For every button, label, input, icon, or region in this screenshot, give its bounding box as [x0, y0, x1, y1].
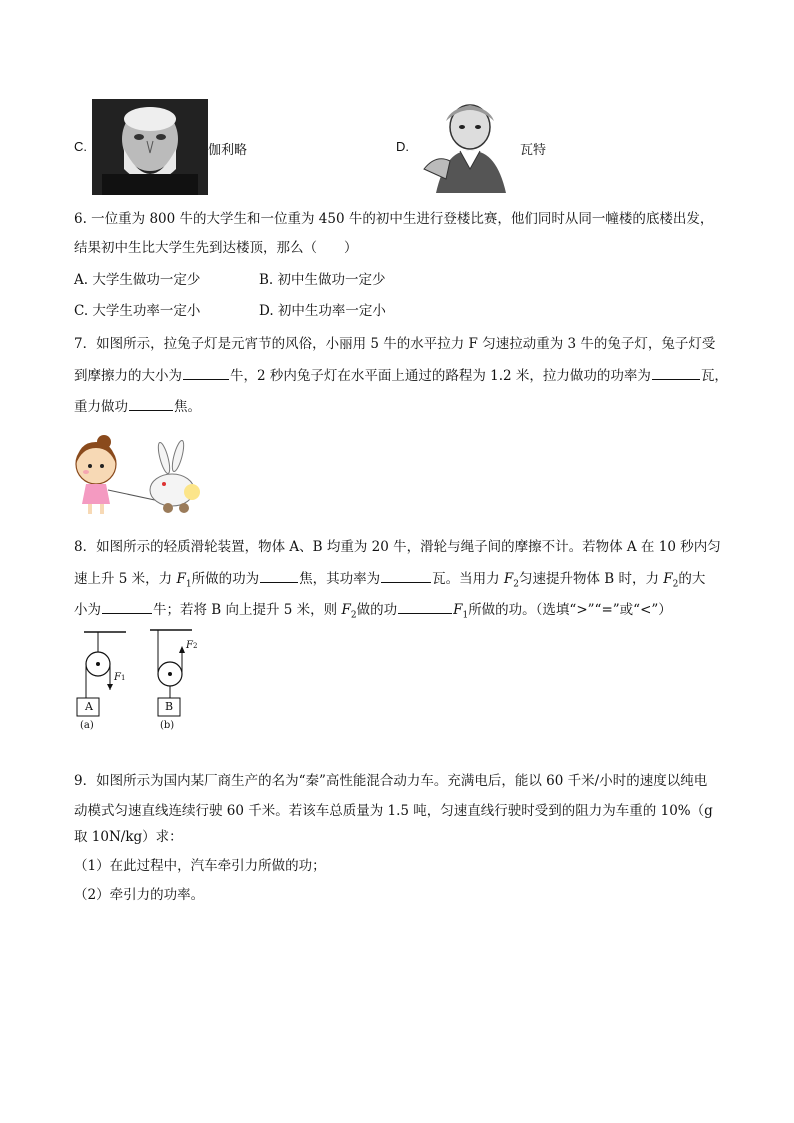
q9-line-2: 动模式匀速直线连续行驶 60 千米。若该车总质量为 1.5 吨，匀速直线行驶时受到的阻力为车重的 10%（g: [74, 803, 713, 819]
q8-text: 所做的功为: [191, 571, 260, 587]
galileo-portrait: [92, 99, 208, 195]
q8-text: 瓦。当用力: [432, 571, 504, 587]
q9-sub-1: （1）在此过程中，汽车牵引力所做的功；: [74, 858, 326, 874]
q8-text: 牛；若将 B 向上提升 5 米，则: [153, 602, 342, 618]
pulley-figure: [74, 626, 224, 736]
force-symbol: F: [663, 571, 673, 587]
q8-line-3: [74, 599, 672, 626]
q9-sub-2: （2）牵引力的功率。: [74, 887, 205, 903]
q6-option-a: A. 大学生做功一定少: [74, 272, 201, 288]
pulley-diagram: [74, 626, 224, 736]
q6-line-1: 6. 一位重为 800 牛的大学生和一位重为 450 牛的初中生进行登楼比赛，他们同时从同一幢楼的底楼出发，: [74, 211, 714, 227]
caption-a: (a): [80, 720, 94, 731]
q7-text: 牛，2 秒内兔子灯在水平面上通过的路程为 1.2 米，拉力做功的功率为: [230, 368, 651, 384]
force-symbol: F: [176, 571, 186, 587]
option-d-name: 瓦特: [520, 143, 547, 158]
q8-text: 焦，其功率为: [299, 571, 381, 587]
q7-text: 重力做功: [74, 399, 128, 415]
q8-text: 所做的功。（选填“>”“=”或“<”）: [468, 602, 672, 618]
q7-line-1: 7．如图所示，拉兔子灯是元宵节的风俗，小丽用 5 牛的水平拉力 F 匀速拉动重为 3 牛的兔子灯，兔子灯受: [74, 336, 716, 352]
answer-blank[interactable]: [183, 365, 229, 380]
q9-line-3: 取 10N/kg）求：: [74, 829, 183, 845]
force-symbol: F: [453, 602, 463, 618]
force-f2-label: F2: [186, 640, 198, 651]
answer-blank[interactable]: [260, 568, 298, 583]
q7-line-3: [74, 396, 201, 417]
force-subscript: 1: [462, 610, 469, 621]
q6-option-c: C. 大学生功率一定小: [74, 303, 201, 319]
q8-text: 做的功: [356, 602, 398, 618]
force-subscript: 2: [672, 579, 679, 590]
block-a-label: A: [85, 700, 93, 713]
option-c-name: 伽利略: [208, 143, 248, 158]
watt-portrait: [416, 99, 520, 193]
answer-blank[interactable]: [129, 396, 173, 411]
force-symbol: F: [503, 571, 514, 587]
q6-option-b: B. 初中生做功一定少: [259, 272, 386, 288]
force-f1-label: F1: [114, 672, 126, 683]
q7-text: 到摩擦力的大小为: [74, 368, 182, 384]
force-symbol: F: [341, 602, 351, 618]
answer-blank[interactable]: [652, 365, 700, 380]
q8-text: 的大: [678, 571, 706, 587]
force-subscript: 2: [350, 610, 357, 621]
q8-line-1: 8．如图所示的轻质滑轮装置，物体 A、B 均重为 20 牛，滑轮与绳子间的摩擦不计。若物体 A 在 10 秒内匀: [74, 539, 721, 555]
q6-option-d: D. 初中生功率一定小: [259, 303, 386, 319]
q8-text: 匀速提升物体 B 时，力: [518, 571, 664, 587]
force-subscript: 1: [185, 579, 192, 590]
option-c-letter: C.: [74, 139, 87, 154]
block-b-label: B: [165, 700, 174, 713]
q6-line-2: 结果初中生比大学生先到达楼顶，那么（ ）: [74, 240, 358, 256]
q8-text: 速上升 5 米，力: [74, 571, 177, 587]
rabbit-lantern-figure: [72, 434, 212, 520]
force-subscript: 2: [513, 579, 519, 590]
answer-blank[interactable]: [381, 568, 431, 583]
answer-blank[interactable]: [102, 599, 152, 614]
answer-blank[interactable]: [398, 599, 452, 614]
q7-text: 焦。: [174, 399, 201, 415]
option-d-letter: D.: [396, 139, 409, 154]
q8-text: 小为: [74, 602, 101, 618]
q8-line-2: [74, 568, 705, 595]
q7-text: 瓦，: [700, 368, 728, 384]
caption-b: (b): [160, 720, 175, 731]
q9-line-1: 9．如图所示为国内某厂商生产的名为“秦”高性能混合动力车。充满电后，能以 60 千米/小时的速度以纯电: [74, 773, 708, 789]
q7-line-2: [74, 365, 728, 386]
